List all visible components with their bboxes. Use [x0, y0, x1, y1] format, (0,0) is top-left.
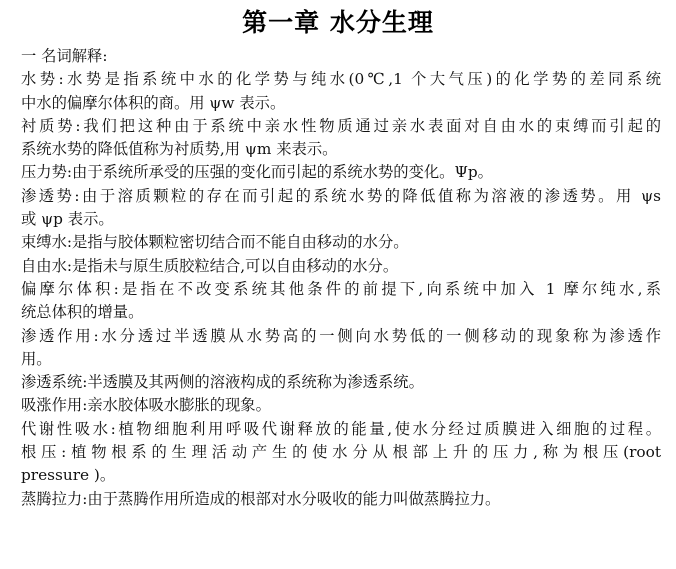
- text-line: 水势:水势是指系统中水的化学势与纯水(0℃,1 个大气压)的化学势的差同系统: [21, 70, 661, 89]
- text-line: 渗透作用:水分透过半透膜从水势高的一侧向水势低的一侧移动的现象称为渗透作: [21, 326, 661, 345]
- text-line: 自由水:是指未与原生质胶粒结合,可以自由移动的水分。: [21, 256, 399, 275]
- text-line: 或 ψp 表示。: [21, 210, 114, 229]
- text-line: 衬质势:我们把这种由于系统中亲水性物质通过亲水表面对自由水的束缚而引起的: [21, 116, 661, 135]
- text-line: 用。: [21, 349, 52, 368]
- text-line: 束缚水:是指与胶体颗粒密切结合而不能自由移动的水分。: [21, 233, 409, 252]
- text-line: 吸涨作用:亲水胶体吸水膨胀的现象。: [21, 396, 271, 415]
- text-line: 系统水势的降低值称为衬质势,用 ψm 来表示。: [21, 140, 338, 159]
- chapter-title: 第一章 水分生理: [242, 8, 434, 37]
- text-line: 渗透系统:半透膜及其两侧的溶液构成的系统称为渗透系统。: [21, 373, 424, 392]
- text-line: pressure )。: [21, 466, 116, 485]
- text-line: 代谢性吸水:植物细胞利用呼吸代谢释放的能量,使水分经过质膜进入细胞的过程。: [21, 419, 661, 438]
- text-line: 偏摩尔体积:是指在不改变系统其他条件的前提下,向系统中加入 1 摩尔纯水,系: [21, 279, 661, 298]
- section-heading: 一 名词解释:: [21, 47, 108, 65]
- text-line: 蒸腾拉力:由于蒸腾作用所造成的根部对水分吸收的能力叫做蒸腾拉力。: [21, 489, 501, 508]
- text-line: 统总体积的增量。: [21, 303, 144, 322]
- text-line: 压力势:由于系统所承受的压强的变化而引起的系统水势的变化。Ψp。: [21, 163, 493, 182]
- text-line: 根压:植物根系的生理活动产生的使水分从根部上升的压力,称为根压(root: [21, 443, 661, 462]
- text-line: 中水的偏摩尔体积的商。用 ψw 表示。: [21, 93, 286, 112]
- text-line: 渗透势:由于溶质颗粒的存在而引起的系统水势的降低值称为溶液的渗透势。用 ψs: [21, 186, 661, 205]
- definitions-body: [21, 45, 661, 511]
